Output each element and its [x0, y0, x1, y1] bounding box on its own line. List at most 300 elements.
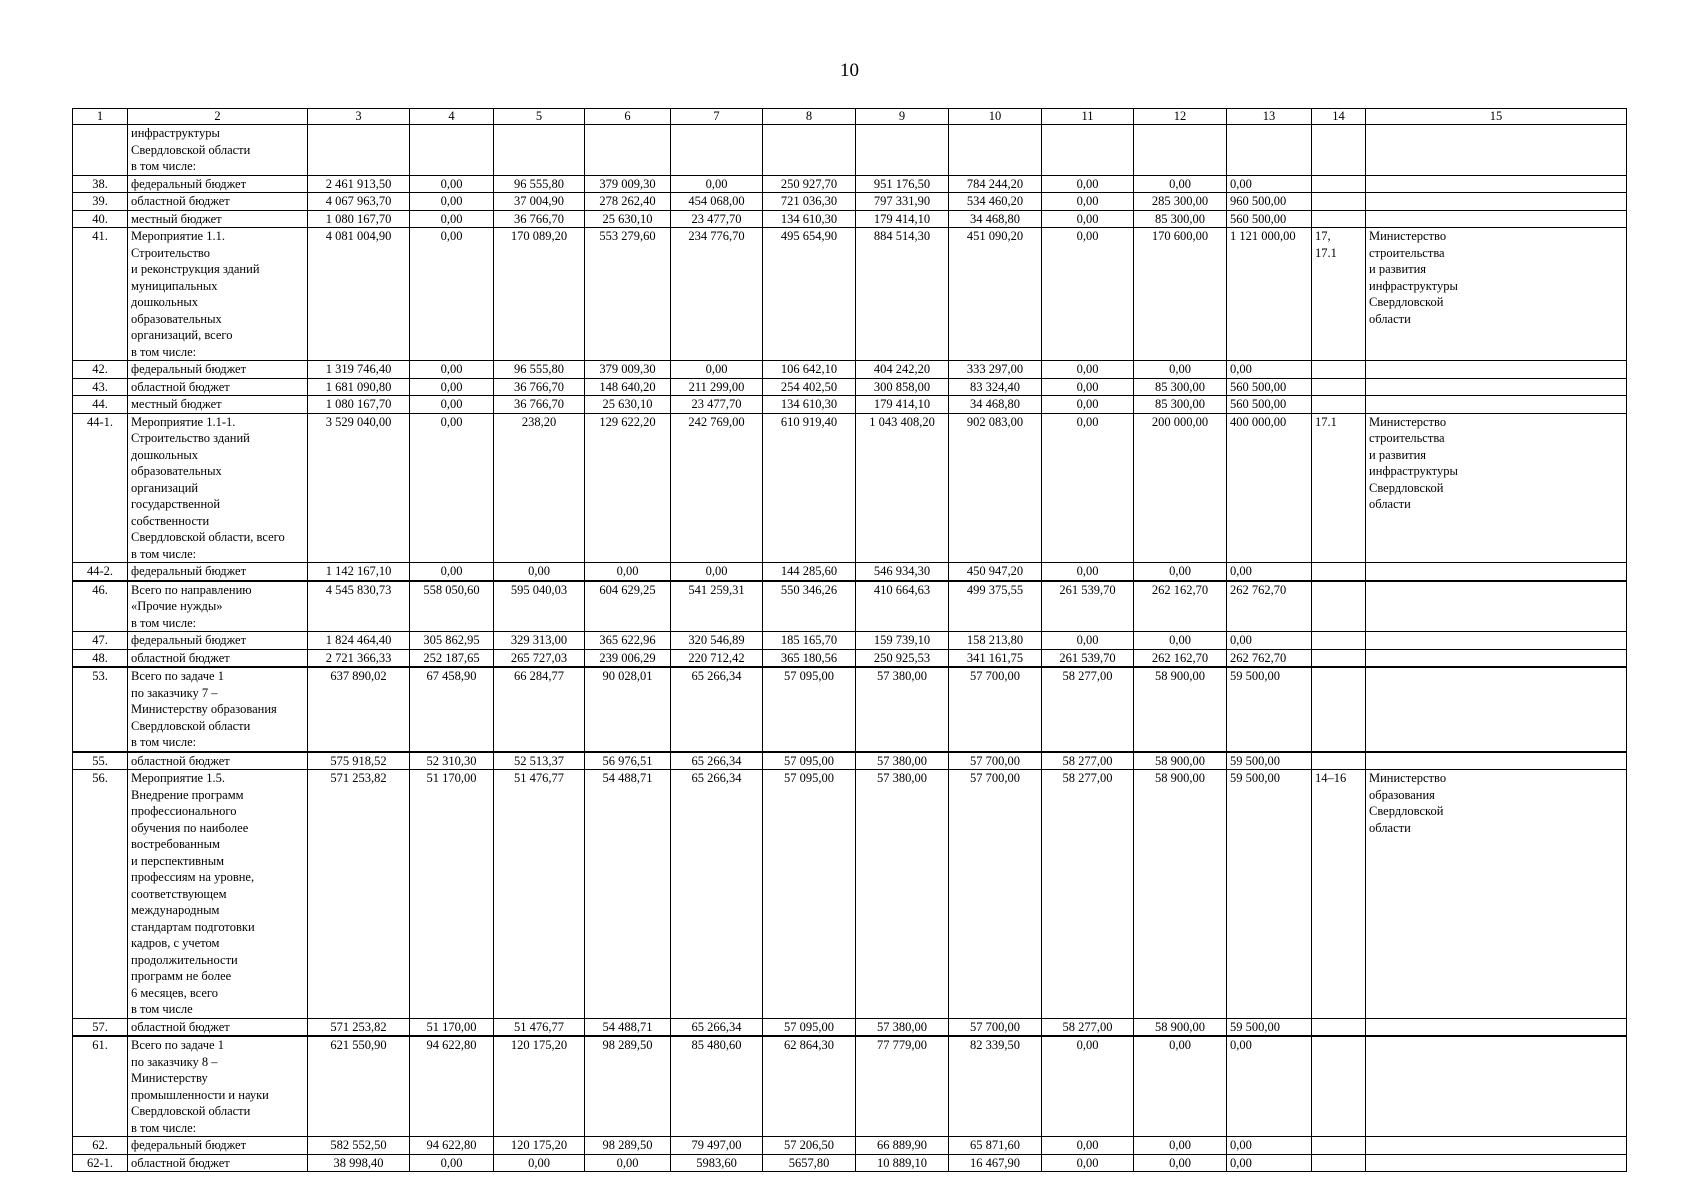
value-cell-col-5 [494, 125, 585, 176]
row-name-cell: федеральный бюджет [128, 361, 308, 379]
value-cell-col-3: 4 067 963,70 [308, 193, 410, 211]
value-cell-col-5: 36 766,70 [494, 378, 585, 396]
value-cell-col-7: 320 546,89 [671, 632, 763, 650]
row-name-cell: областной бюджет [128, 649, 308, 667]
value-cell-col-6: 98 289,50 [585, 1036, 671, 1137]
value-cell-col-6: 365 622,96 [585, 632, 671, 650]
value-cell-col-11: 0,00 [1042, 193, 1134, 211]
value-cell-col-8: 254 402,50 [763, 378, 856, 396]
value-cell-col-12: 0,00 [1134, 361, 1227, 379]
row-number-cell: 39. [73, 193, 128, 211]
table-row [73, 667, 1627, 752]
value-cell-col-5: 37 004,90 [494, 193, 585, 211]
value-cell-col-9: 159 739,10 [856, 632, 949, 650]
header-cell-9: 9 [856, 109, 949, 125]
value-cell-col-8: 62 864,30 [763, 1036, 856, 1137]
value-cell-col-11: 0,00 [1042, 413, 1134, 563]
value-cell-col-12: 58 900,00 [1134, 770, 1227, 1019]
value-cell-col-7: 234 776,70 [671, 228, 763, 361]
value-cell-col-9: 179 414,10 [856, 396, 949, 414]
responsible-cell: Министерство строительства и развития инфраструктуры Свердловской области [1366, 413, 1627, 563]
value-cell-col-7: 220 712,42 [671, 649, 763, 667]
target-ref-cell [1312, 210, 1366, 228]
value-cell-col-12: 58 900,00 [1134, 1018, 1227, 1036]
value-cell-col-10: 57 700,00 [949, 752, 1042, 770]
value-cell-col-12 [1134, 125, 1227, 176]
value-cell-col-8: 185 165,70 [763, 632, 856, 650]
value-cell-col-10: 499 375,55 [949, 581, 1042, 632]
value-cell-col-11 [1042, 125, 1134, 176]
table-row [73, 228, 1627, 361]
row-name-cell: Мероприятие 1.1. Строительство и реконструкция зданий муниципальных дошкольных образовательных организаций, всего в том числе: [128, 228, 308, 361]
responsible-cell [1366, 752, 1627, 770]
value-cell-col-12: 58 900,00 [1134, 752, 1227, 770]
value-cell-col-3: 4 545 830,73 [308, 581, 410, 632]
row-number-cell: 56. [73, 770, 128, 1019]
row-number-cell [73, 125, 128, 176]
value-cell-col-12: 58 900,00 [1134, 667, 1227, 752]
value-cell-col-4: 0,00 [410, 228, 494, 361]
value-cell-col-4: 94 622,80 [410, 1137, 494, 1155]
value-cell-col-6: 98 289,50 [585, 1137, 671, 1155]
value-cell-col-10: 16 467,90 [949, 1154, 1042, 1172]
value-cell-col-9: 797 331,90 [856, 193, 949, 211]
responsible-cell [1366, 125, 1627, 176]
table-row [73, 632, 1627, 650]
value-cell-col-6: 379 009,30 [585, 175, 671, 193]
value-cell-col-13: 0,00 [1227, 632, 1312, 650]
value-cell-col-6: 0,00 [585, 1154, 671, 1172]
table-row [73, 378, 1627, 396]
value-cell-col-6: 604 629,25 [585, 581, 671, 632]
value-cell-col-5: 36 766,70 [494, 396, 585, 414]
header-cell-15: 15 [1366, 109, 1627, 125]
value-cell-col-10: 450 947,20 [949, 563, 1042, 581]
value-cell-col-9: 179 414,10 [856, 210, 949, 228]
table-body [73, 109, 1627, 1172]
value-cell-col-5: 170 089,20 [494, 228, 585, 361]
value-cell-col-3: 1 142 167,10 [308, 563, 410, 581]
row-number-cell: 47. [73, 632, 128, 650]
value-cell-col-5: 0,00 [494, 1154, 585, 1172]
row-name-cell: федеральный бюджет [128, 1137, 308, 1155]
value-cell-col-7: 85 480,60 [671, 1036, 763, 1137]
value-cell-col-11: 0,00 [1042, 1137, 1134, 1155]
responsible-cell [1366, 1036, 1627, 1137]
value-cell-col-8: 134 610,30 [763, 210, 856, 228]
value-cell-col-3: 1 319 746,40 [308, 361, 410, 379]
value-cell-col-8: 550 346,26 [763, 581, 856, 632]
value-cell-col-6: 54 488,71 [585, 1018, 671, 1036]
responsible-cell [1366, 1018, 1627, 1036]
value-cell-col-13: 262 762,70 [1227, 649, 1312, 667]
value-cell-col-8: 134 610,30 [763, 396, 856, 414]
header-cell-13: 13 [1227, 109, 1312, 125]
value-cell-col-9: 57 380,00 [856, 667, 949, 752]
value-cell-col-12: 0,00 [1134, 632, 1227, 650]
value-cell-col-4: 0,00 [410, 361, 494, 379]
value-cell-col-11: 0,00 [1042, 1154, 1134, 1172]
value-cell-col-13: 1 121 000,00 [1227, 228, 1312, 361]
row-name-cell: областной бюджет [128, 752, 308, 770]
value-cell-col-9: 951 176,50 [856, 175, 949, 193]
value-cell-col-10: 82 339,50 [949, 1036, 1042, 1137]
value-cell-col-3: 571 253,82 [308, 1018, 410, 1036]
target-ref-cell: 14–16 [1312, 770, 1366, 1019]
value-cell-col-10: 784 244,20 [949, 175, 1042, 193]
value-cell-col-9: 57 380,00 [856, 752, 949, 770]
value-cell-col-12: 0,00 [1134, 563, 1227, 581]
value-cell-col-7: 65 266,34 [671, 667, 763, 752]
target-ref-cell [1312, 175, 1366, 193]
value-cell-col-6: 129 622,20 [585, 413, 671, 563]
responsible-cell [1366, 175, 1627, 193]
table-row [73, 193, 1627, 211]
value-cell-col-5: 36 766,70 [494, 210, 585, 228]
value-cell-col-7: 541 259,31 [671, 581, 763, 632]
value-cell-col-6: 148 640,20 [585, 378, 671, 396]
value-cell-col-5: 120 175,20 [494, 1137, 585, 1155]
value-cell-col-8: 495 654,90 [763, 228, 856, 361]
row-name-cell: областной бюджет [128, 193, 308, 211]
value-cell-col-9: 546 934,30 [856, 563, 949, 581]
value-cell-col-8: 57 095,00 [763, 752, 856, 770]
value-cell-col-7: 0,00 [671, 361, 763, 379]
value-cell-col-10: 333 297,00 [949, 361, 1042, 379]
value-cell-col-4: 51 170,00 [410, 770, 494, 1019]
value-cell-col-5: 66 284,77 [494, 667, 585, 752]
header-cell-4: 4 [410, 109, 494, 125]
value-cell-col-4 [410, 125, 494, 176]
value-cell-col-13: 560 500,00 [1227, 210, 1312, 228]
table-row [73, 1018, 1627, 1036]
row-number-cell: 46. [73, 581, 128, 632]
value-cell-col-13: 0,00 [1227, 1036, 1312, 1137]
value-cell-col-7: 454 068,00 [671, 193, 763, 211]
target-ref-cell [1312, 396, 1366, 414]
value-cell-col-9: 300 858,00 [856, 378, 949, 396]
value-cell-col-4: 558 050,60 [410, 581, 494, 632]
value-cell-col-5: 52 513,37 [494, 752, 585, 770]
row-name-cell: Всего по задаче 1 по заказчику 8 – Министерству промышленности и науки Свердловской области в том числе: [128, 1036, 308, 1137]
table-row [73, 770, 1627, 1019]
value-cell-col-13: 560 500,00 [1227, 396, 1312, 414]
value-cell-col-11: 0,00 [1042, 228, 1134, 361]
value-cell-col-10: 534 460,20 [949, 193, 1042, 211]
responsible-cell [1366, 632, 1627, 650]
value-cell-col-3: 582 552,50 [308, 1137, 410, 1155]
value-cell-col-4: 51 170,00 [410, 1018, 494, 1036]
table-row [73, 210, 1627, 228]
value-cell-col-6: 25 630,10 [585, 210, 671, 228]
target-ref-cell [1312, 752, 1366, 770]
value-cell-col-8 [763, 125, 856, 176]
value-cell-col-5: 595 040,03 [494, 581, 585, 632]
target-ref-cell [1312, 1154, 1366, 1172]
value-cell-col-13: 59 500,00 [1227, 752, 1312, 770]
value-cell-col-10: 83 324,40 [949, 378, 1042, 396]
value-cell-col-12: 200 000,00 [1134, 413, 1227, 563]
row-number-cell: 48. [73, 649, 128, 667]
table-row [73, 125, 1627, 176]
value-cell-col-8: 57 206,50 [763, 1137, 856, 1155]
header-cell-6: 6 [585, 109, 671, 125]
value-cell-col-4: 52 310,30 [410, 752, 494, 770]
value-cell-col-10: 902 083,00 [949, 413, 1042, 563]
value-cell-col-4: 0,00 [410, 396, 494, 414]
value-cell-col-4: 94 622,80 [410, 1036, 494, 1137]
value-cell-col-5: 238,20 [494, 413, 585, 563]
value-cell-col-13: 0,00 [1227, 175, 1312, 193]
responsible-cell [1366, 581, 1627, 632]
header-cell-1: 1 [73, 109, 128, 125]
value-cell-col-12: 0,00 [1134, 175, 1227, 193]
value-cell-col-13: 59 500,00 [1227, 667, 1312, 752]
header-cell-12: 12 [1134, 109, 1227, 125]
value-cell-col-3: 2 461 913,50 [308, 175, 410, 193]
value-cell-col-11: 0,00 [1042, 210, 1134, 228]
value-cell-col-3: 621 550,90 [308, 1036, 410, 1137]
value-cell-col-9: 57 380,00 [856, 1018, 949, 1036]
target-ref-cell [1312, 378, 1366, 396]
row-name-cell: Всего по направлению «Прочие нужды» в том числе: [128, 581, 308, 632]
value-cell-col-3: 1 681 090,80 [308, 378, 410, 396]
value-cell-col-9: 250 925,53 [856, 649, 949, 667]
target-ref-cell [1312, 361, 1366, 379]
value-cell-col-9: 57 380,00 [856, 770, 949, 1019]
row-name-cell: федеральный бюджет [128, 175, 308, 193]
value-cell-col-4: 0,00 [410, 210, 494, 228]
header-cell-11: 11 [1042, 109, 1134, 125]
value-cell-col-11: 0,00 [1042, 396, 1134, 414]
value-cell-col-7: 5983,60 [671, 1154, 763, 1172]
value-cell-col-7: 0,00 [671, 563, 763, 581]
row-number-cell: 41. [73, 228, 128, 361]
value-cell-col-8: 144 285,60 [763, 563, 856, 581]
value-cell-col-12: 262 162,70 [1134, 649, 1227, 667]
value-cell-col-3 [308, 125, 410, 176]
row-name-cell: Мероприятие 1.1-1. Строительство зданий дошкольных образовательных организаций государственной собственности Свердловской области, всего в том числе: [128, 413, 308, 563]
value-cell-col-10: 57 700,00 [949, 1018, 1042, 1036]
target-ref-cell [1312, 667, 1366, 752]
row-number-cell: 55. [73, 752, 128, 770]
table-row [73, 1154, 1627, 1172]
value-cell-col-9: 10 889,10 [856, 1154, 949, 1172]
value-cell-col-3: 3 529 040,00 [308, 413, 410, 563]
value-cell-col-7 [671, 125, 763, 176]
value-cell-col-11: 58 277,00 [1042, 667, 1134, 752]
value-cell-col-3: 4 081 004,90 [308, 228, 410, 361]
value-cell-col-13: 0,00 [1227, 1154, 1312, 1172]
row-name-cell: местный бюджет [128, 210, 308, 228]
value-cell-col-3: 1 824 464,40 [308, 632, 410, 650]
value-cell-col-13: 0,00 [1227, 563, 1312, 581]
responsible-cell [1366, 361, 1627, 379]
value-cell-col-13: 560 500,00 [1227, 378, 1312, 396]
row-name-cell: местный бюджет [128, 396, 308, 414]
responsible-cell [1366, 1154, 1627, 1172]
value-cell-col-13: 400 000,00 [1227, 413, 1312, 563]
table-row [73, 413, 1627, 563]
value-cell-col-8: 721 036,30 [763, 193, 856, 211]
value-cell-col-5: 96 555,80 [494, 175, 585, 193]
value-cell-col-6: 25 630,10 [585, 396, 671, 414]
value-cell-col-11: 261 539,70 [1042, 649, 1134, 667]
responsible-cell: Министерство образования Свердловской области [1366, 770, 1627, 1019]
header-cell-10: 10 [949, 109, 1042, 125]
row-name-cell: Всего по задаче 1 по заказчику 7 – Министерству образования Свердловской области в том числе: [128, 667, 308, 752]
value-cell-col-12: 170 600,00 [1134, 228, 1227, 361]
row-number-cell: 38. [73, 175, 128, 193]
header-cell-14: 14 [1312, 109, 1366, 125]
value-cell-col-8: 610 919,40 [763, 413, 856, 563]
row-number-cell: 44-2. [73, 563, 128, 581]
value-cell-col-8: 106 642,10 [763, 361, 856, 379]
responsible-cell: Министерство строительства и развития инфраструктуры Свердловской области [1366, 228, 1627, 361]
value-cell-col-10: 341 161,75 [949, 649, 1042, 667]
value-cell-col-11: 0,00 [1042, 563, 1134, 581]
value-cell-col-12: 262 162,70 [1134, 581, 1227, 632]
value-cell-col-6 [585, 125, 671, 176]
value-cell-col-3: 2 721 366,33 [308, 649, 410, 667]
value-cell-col-7: 65 266,34 [671, 1018, 763, 1036]
target-ref-cell [1312, 125, 1366, 176]
value-cell-col-7: 65 266,34 [671, 752, 763, 770]
value-cell-col-5: 265 727,03 [494, 649, 585, 667]
value-cell-col-8: 57 095,00 [763, 667, 856, 752]
value-cell-col-4: 0,00 [410, 413, 494, 563]
value-cell-col-4: 0,00 [410, 563, 494, 581]
target-ref-cell [1312, 1137, 1366, 1155]
row-number-cell: 42. [73, 361, 128, 379]
value-cell-col-5: 0,00 [494, 563, 585, 581]
row-number-cell: 62-1. [73, 1154, 128, 1172]
value-cell-col-4: 0,00 [410, 175, 494, 193]
target-ref-cell [1312, 1036, 1366, 1137]
value-cell-col-4: 305 862,95 [410, 632, 494, 650]
row-name-cell: инфраструктуры Свердловской области в том числе: [128, 125, 308, 176]
value-cell-col-6: 56 976,51 [585, 752, 671, 770]
value-cell-col-9 [856, 125, 949, 176]
value-cell-col-5: 51 476,77 [494, 1018, 585, 1036]
value-cell-col-10: 34 468,80 [949, 396, 1042, 414]
value-cell-col-6: 278 262,40 [585, 193, 671, 211]
value-cell-col-13: 0,00 [1227, 361, 1312, 379]
value-cell-col-8: 5657,80 [763, 1154, 856, 1172]
value-cell-col-9: 66 889,90 [856, 1137, 949, 1155]
responsible-cell [1366, 649, 1627, 667]
value-cell-col-11: 0,00 [1042, 175, 1134, 193]
table-row [73, 361, 1627, 379]
value-cell-col-3: 1 080 167,70 [308, 396, 410, 414]
value-cell-col-9: 1 043 408,20 [856, 413, 949, 563]
page-number: 10 [840, 60, 859, 81]
row-number-cell: 62. [73, 1137, 128, 1155]
value-cell-col-13: 59 500,00 [1227, 1018, 1312, 1036]
table-row [73, 175, 1627, 193]
value-cell-col-5: 96 555,80 [494, 361, 585, 379]
value-cell-col-11: 0,00 [1042, 378, 1134, 396]
row-name-cell: областной бюджет [128, 1154, 308, 1172]
value-cell-col-11: 58 277,00 [1042, 770, 1134, 1019]
value-cell-col-10: 57 700,00 [949, 770, 1042, 1019]
row-number-cell: 40. [73, 210, 128, 228]
budget-table [72, 108, 1627, 1172]
header-cell-3: 3 [308, 109, 410, 125]
value-cell-col-6: 239 006,29 [585, 649, 671, 667]
row-number-cell: 43. [73, 378, 128, 396]
value-cell-col-11: 261 539,70 [1042, 581, 1134, 632]
value-cell-col-11: 0,00 [1042, 632, 1134, 650]
value-cell-col-10: 34 468,80 [949, 210, 1042, 228]
value-cell-col-12: 285 300,00 [1134, 193, 1227, 211]
value-cell-col-13: 960 500,00 [1227, 193, 1312, 211]
row-name-cell: областной бюджет [128, 378, 308, 396]
value-cell-col-10 [949, 125, 1042, 176]
table-row [73, 1137, 1627, 1155]
table-row [73, 1036, 1627, 1137]
target-ref-cell [1312, 193, 1366, 211]
header-cell-2: 2 [128, 109, 308, 125]
value-cell-col-3: 571 253,82 [308, 770, 410, 1019]
target-ref-cell [1312, 649, 1366, 667]
value-cell-col-12: 0,00 [1134, 1137, 1227, 1155]
value-cell-col-6: 553 279,60 [585, 228, 671, 361]
row-name-cell: федеральный бюджет [128, 632, 308, 650]
value-cell-col-7: 23 477,70 [671, 396, 763, 414]
value-cell-col-10: 451 090,20 [949, 228, 1042, 361]
target-ref-cell: 17.1 [1312, 413, 1366, 563]
value-cell-col-13 [1227, 125, 1312, 176]
value-cell-col-4: 0,00 [410, 193, 494, 211]
value-cell-col-3: 637 890,02 [308, 667, 410, 752]
value-cell-col-9: 410 664,63 [856, 581, 949, 632]
responsible-cell [1366, 396, 1627, 414]
table-row [73, 563, 1627, 581]
value-cell-col-12: 85 300,00 [1134, 210, 1227, 228]
value-cell-col-4: 0,00 [410, 378, 494, 396]
row-name-cell: федеральный бюджет [128, 563, 308, 581]
value-cell-col-8: 57 095,00 [763, 770, 856, 1019]
value-cell-col-7: 0,00 [671, 175, 763, 193]
header-cell-7: 7 [671, 109, 763, 125]
value-cell-col-8: 57 095,00 [763, 1018, 856, 1036]
value-cell-col-7: 79 497,00 [671, 1137, 763, 1155]
table-row [73, 396, 1627, 414]
value-cell-col-7: 65 266,34 [671, 770, 763, 1019]
value-cell-col-7: 211 299,00 [671, 378, 763, 396]
header-cell-5: 5 [494, 109, 585, 125]
target-ref-cell [1312, 581, 1366, 632]
table-row [73, 581, 1627, 632]
value-cell-col-4: 252 187,65 [410, 649, 494, 667]
value-cell-col-9: 884 514,30 [856, 228, 949, 361]
value-cell-col-11: 0,00 [1042, 1036, 1134, 1137]
value-cell-col-7: 23 477,70 [671, 210, 763, 228]
value-cell-col-8: 250 927,70 [763, 175, 856, 193]
value-cell-col-4: 0,00 [410, 1154, 494, 1172]
value-cell-col-5: 51 476,77 [494, 770, 585, 1019]
value-cell-col-11: 58 277,00 [1042, 1018, 1134, 1036]
row-number-cell: 44. [73, 396, 128, 414]
row-number-cell: 61. [73, 1036, 128, 1137]
value-cell-col-10: 158 213,80 [949, 632, 1042, 650]
target-ref-cell [1312, 1018, 1366, 1036]
value-cell-col-13: 0,00 [1227, 1137, 1312, 1155]
value-cell-col-10: 57 700,00 [949, 667, 1042, 752]
row-number-cell: 44-1. [73, 413, 128, 563]
value-cell-col-11: 0,00 [1042, 361, 1134, 379]
